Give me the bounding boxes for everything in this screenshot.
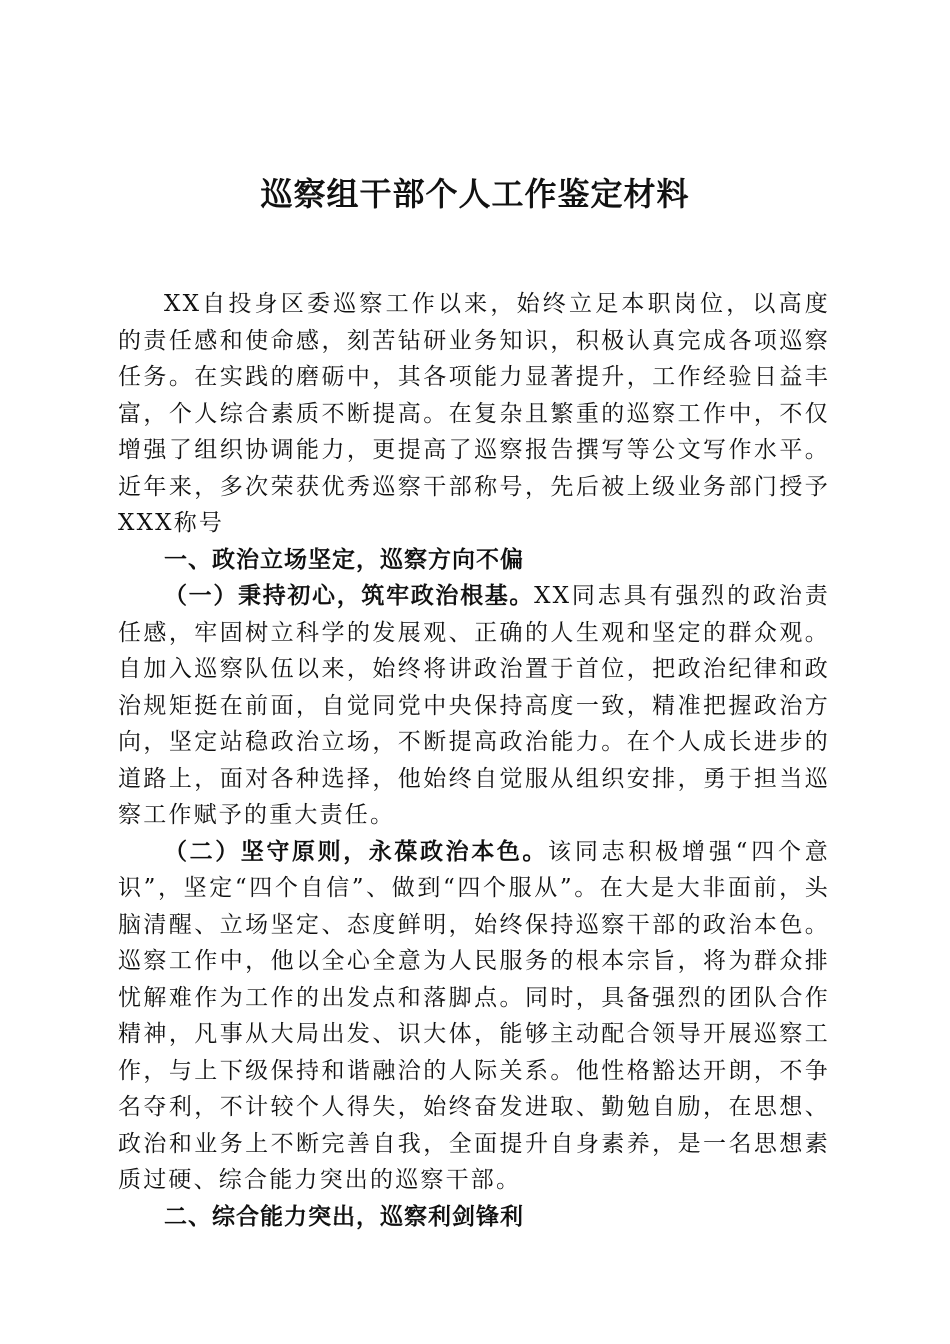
intro-paragraph: XX自投身区委巡察工作以来，始终立足本职岗位，以高度的责任感和使命感，刻苦钻研业务知识，积极认真完成各项巡察任务。在实践的磨砺中，其各项能力显著提升，工作经验日益丰富，个人综合素质不断提高。在复杂且繁重的巡察工作中，不仅增强了组织协调能力，更提高了巡察报告撰写等公文写作水平。近年来，多次荣获优秀巡察干部称号，先后被上级业务部门授予XXX称号: [118, 291, 830, 536]
section-1-1-paragraph: [118, 578, 830, 834]
document-body: [118, 286, 830, 1235]
section-1-2-lead: （二）坚守原则，永葆政治本色。: [164, 838, 549, 865]
section-2-heading: 二、综合能力突出，巡察利剑锋利: [164, 1203, 524, 1230]
section-1-2-paragraph: [118, 834, 830, 1199]
section-1-2-text: 该同志积极增强“四个意识”，坚定“四个自信”、做到“四个服从”。在大是大非面前，头脑清醒、立场坚定、态度鲜明，始终保持巡察干部的政治本色。巡察工作中，他以全心全意为人民服务的根本宗旨，将为群众排忧解难作为工作的出发点和落脚点。同时，具备强烈的团队合作精神，凡事从大局出发、识大体，能够主动配合领导开展巡察工作，与上下级保持和谐融洽的人际关系。他性格豁达开朗，不争名夺利，不计较个人得失，始终奋发进取、勤勉自励，在思想、政治和业务上不断完善自我，全面提升自身素养，是一名思想素质过硬、综合能力突出的巡察干部。: [118, 838, 831, 1193]
section-1-1-lead: （一）秉持初心，筑牢政治根基。: [164, 583, 535, 609]
section-1-heading: 一、政治立场坚定，巡察方向不偏: [164, 546, 524, 573]
document-title: 巡察组干部个人工作鉴定材料: [260, 175, 690, 213]
section-1-1-text: XX同志具有强烈的政治责任感，牢固树立科学的发展观、正确的人生观和坚定的群众观。自加入巡察队伍以来，始终将讲政治置于首位，把政治纪律和政治规矩挺在前面，自觉同党中央保持高度一致，精准把握政治方向，坚定站稳政治立场，不断提高政治能力。在个人成长进步的道路上，面对各种选择，他始终自觉服从组织安排，勇于担当巡察工作赋予的重大责任。: [118, 583, 830, 828]
